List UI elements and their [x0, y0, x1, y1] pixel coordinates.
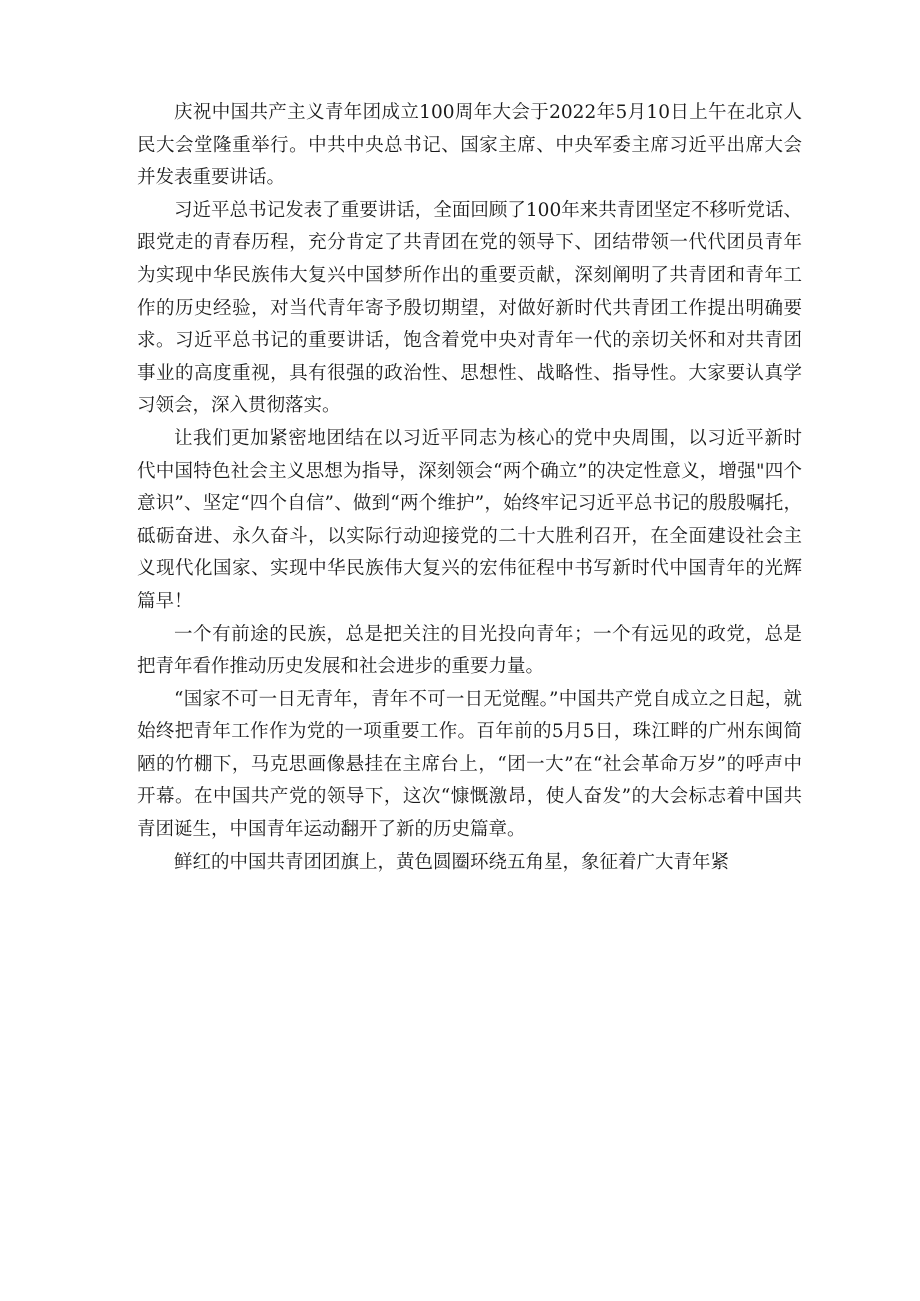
paragraph-5: “国家不可一日无青年，青年不可一日无觉醒。”中国共产党自成立之日起，就始终把青年工作作为党的一项重要工作。百年前的5月5日，珠江畔的广州东闽简陋的竹棚下，马克思画像悬挂在主席台上，“团一大”在“社会革命万岁”的呼声中开幕。在中国共产党的领导下，这次“慷慨激昂，使人奋发”的大会标志着中国共青团诞生，中国青年运动翻开了新的历史篇章。	[137, 688, 802, 841]
paragraph-1: 庆祝中国共产主义青年团成立100周年大会于2022年5月10日上午在北京人民大会堂隆重举行。中共中央总书记、国家主席、中央军委主席习近平出席大会并发表重要讲话。	[137, 102, 802, 189]
paragraph-3: 让我们更加紧密地团结在以习近平同志为核心的党中央周围，以习近平新时代中国特色社会主义思想为指导，深刻领会“两个确立”的决定性意义，增强"四个意识”、坚定“四个自信”、做到“两个维护”，始终牢记习近平总书记的殷殷嘱托，砥砺奋进、永久奋斗，以实际行动迎接党的二十大胜利召开，在全面建设社会主义现代化国家、实现中华民族伟大复兴的宏伟征程中书写新时代中国青年的光辉篇早！	[137, 427, 802, 612]
paragraph-4: 一个有前途的民族，总是把关注的目光投向青年；一个有远见的政党，总是把青年看作推动历史发展和社会进步的重要力量。	[137, 623, 802, 678]
paragraph-2: 习近平总书记发表了重要讲话，全面回顾了100年来共青团坚定不移听党话、跟党走的青春历程，充分肯定了共青团在党的领导下、团结带领一代代团员青年为实现中华民族伟大复兴中国梦所作出的重要贡献，深刻阐明了共青团和青年工作的历史经验，对当代青年寄予殷切期望，对做好新时代共青团工作提出明确要求。习近平总书记的重要讲话，饱含着党中央对青年一代的亲切关怀和对共青团事业的高度重视，具有很强的政治性、思想性、战略性、指导性。大家要认真学习领会，深入贯彻落实。	[137, 199, 802, 417]
document-body	[137, 97, 802, 879]
paragraph-6: 鲜红的中国共青团团旗上，黄色圆圈环绕五角星，象征着广大青年紧	[174, 851, 730, 873]
